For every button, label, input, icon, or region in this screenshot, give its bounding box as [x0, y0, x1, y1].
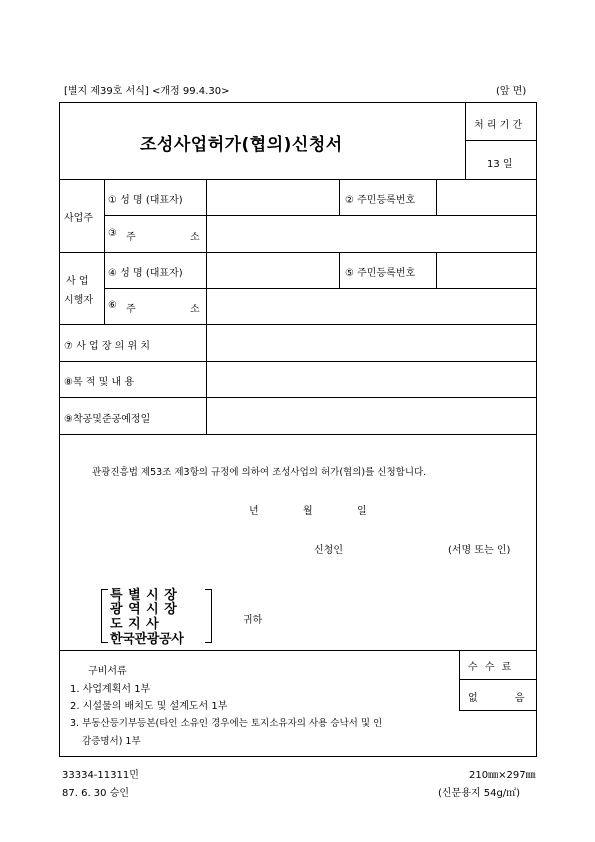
- row-line: [59, 650, 537, 651]
- applicant-address-label-b: 소: [190, 232, 200, 243]
- paper-size: 210㎜×297㎜: [469, 770, 536, 781]
- schedule-field[interactable]: [208, 399, 535, 432]
- operator-address-label-b: 소: [190, 304, 200, 315]
- row-line: [104, 288, 537, 289]
- location-label: ⑦ 사 업 장 의 위 치: [64, 341, 150, 352]
- divider: [465, 140, 537, 141]
- applicant-label: 사업주: [64, 213, 93, 224]
- signature-note: (서명 또는 인): [448, 545, 511, 556]
- date-year: 년: [249, 506, 259, 517]
- operator-address-label-a: 주: [126, 304, 136, 315]
- operator-label-line2: 시행자: [64, 295, 93, 306]
- right-bracket: [205, 589, 212, 643]
- col-line: [436, 252, 437, 288]
- fee-value-text: 없 음: [468, 693, 525, 704]
- applicant-address-label-a: 주: [126, 232, 136, 243]
- left-bracket: [101, 589, 108, 643]
- document-item: 3. 부동산등기부등본(타인 소유인 경우에는 토지소유자의 사용 승낙서 및 인: [70, 718, 383, 729]
- operator-address-field[interactable]: [208, 290, 535, 322]
- row-line: [59, 179, 537, 180]
- documents-heading: 구비서류: [88, 666, 127, 677]
- operator-rrn-field[interactable]: [438, 254, 535, 286]
- processing-period-value: 13 일: [487, 159, 513, 170]
- schedule-label: ⑨착공및준공예정일: [64, 414, 151, 425]
- applicant-rrn-field[interactable]: [438, 181, 535, 213]
- row-line: [459, 710, 537, 711]
- processing-period-label: 처 리 기 간: [474, 120, 523, 131]
- applicant-sign-label: 신청인: [314, 545, 343, 556]
- addressee-line-2: 광 역 시 장: [110, 602, 178, 617]
- paper-type: (신문용지 54g/㎡): [438, 788, 521, 799]
- operator-name-label: ④ 성 명 (대표자): [108, 268, 183, 279]
- purpose-field[interactable]: [208, 363, 535, 395]
- document-item: 감증명서) 1부: [82, 736, 141, 747]
- approval-date: 87. 6. 30 승인: [62, 788, 130, 799]
- row-line: [104, 215, 537, 216]
- page-side-label: (앞 면): [496, 86, 527, 97]
- addressee-line-3: 도 지 사: [110, 617, 160, 632]
- applicant-address-num: ③: [108, 228, 117, 239]
- form-number: [별지 제39호 서식] <개정 99.4.30>: [64, 86, 230, 97]
- col-line: [339, 179, 340, 215]
- date-day: 일: [357, 506, 367, 517]
- row-line: [59, 434, 537, 435]
- addressee-suffix: 귀하: [243, 615, 263, 626]
- col-line: [104, 179, 105, 324]
- applicant-rrn-label: ② 주민등록번호: [345, 195, 416, 206]
- applicant-address-field[interactable]: [208, 217, 535, 250]
- location-field[interactable]: [208, 326, 535, 359]
- col-line: [339, 252, 340, 288]
- col-line: [459, 650, 460, 710]
- col-line: [206, 179, 207, 434]
- operator-name-field[interactable]: [208, 254, 337, 286]
- date-month: 월: [303, 506, 313, 517]
- document-item: 2. 시설물의 배치도 및 설계도서 1부: [70, 701, 228, 712]
- fee-value: [468, 689, 530, 704]
- row-line: [459, 679, 537, 680]
- document-item: 1. 사업계획서 1부: [70, 684, 151, 695]
- form-title: 조성사업허가(협의)신청서: [140, 135, 343, 155]
- operator-address-num: ⑥: [108, 300, 117, 311]
- col-line: [436, 179, 437, 215]
- applicant-name-field[interactable]: [208, 181, 337, 213]
- operator-rrn-label: ⑤ 주민등록번호: [345, 268, 416, 279]
- row-line: [59, 324, 537, 325]
- purpose-label: ⑧목 적 및 내 용: [64, 377, 134, 388]
- application-statement: 관광진흥법 제53조 제3항의 규정에 의하여 조성사업의 허가(협의)를 신청합니다.: [92, 467, 427, 478]
- addressee-line-1: 특 별 시 장: [110, 588, 178, 603]
- row-line: [59, 252, 537, 253]
- operator-label-line1: 사 업: [66, 276, 89, 287]
- fee-label: 수 수 료: [468, 662, 514, 673]
- addressee-line-4: 한국관광공사: [110, 632, 184, 647]
- applicant-name-label: ① 성 명 (대표자): [108, 195, 183, 206]
- row-line: [59, 397, 537, 398]
- form-code: 33334-11311민: [62, 770, 139, 781]
- row-line: [59, 361, 537, 362]
